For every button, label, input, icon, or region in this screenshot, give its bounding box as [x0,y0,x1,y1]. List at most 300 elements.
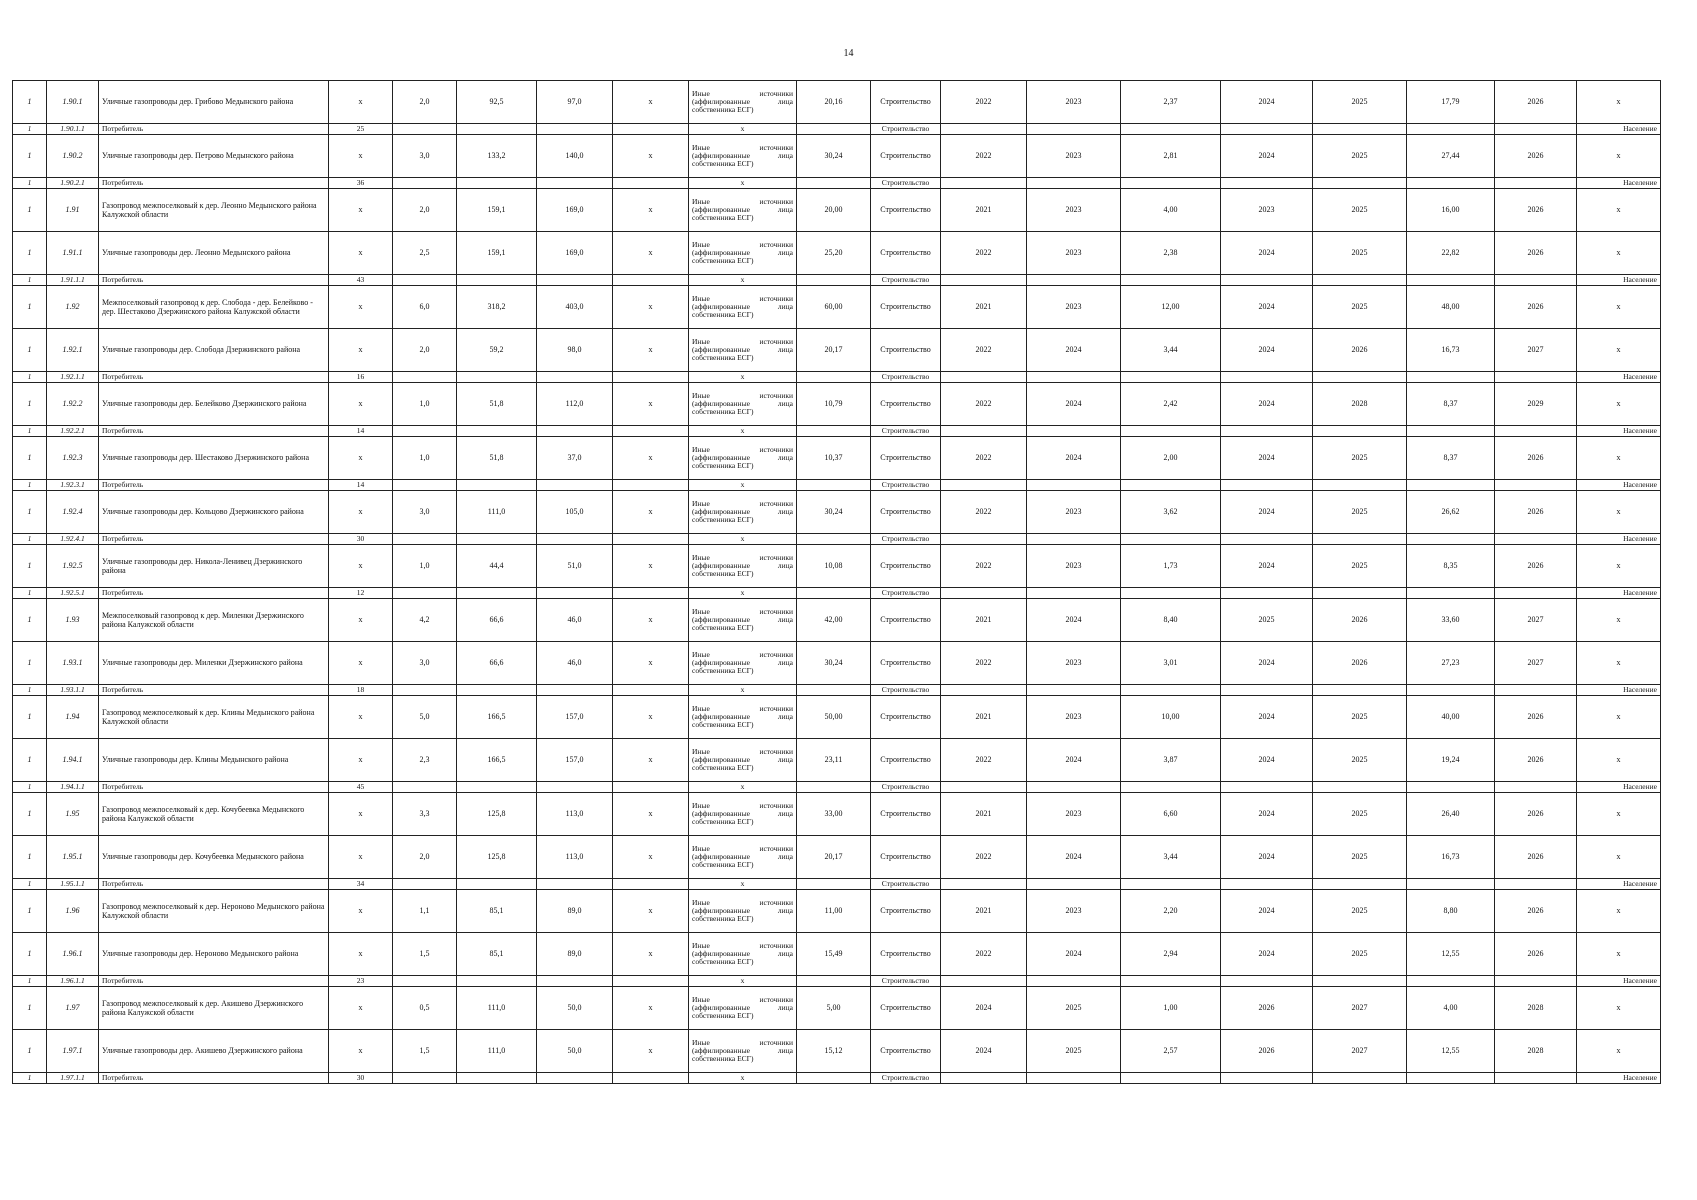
value-a: 111,0 [457,987,537,1030]
cell-marker: x [1577,890,1661,933]
stage-value-2: 8,37 [1407,383,1495,426]
empty-cell [1027,782,1121,793]
length-value: 3,0 [393,135,457,178]
consumer-label: Потребитель [99,976,329,987]
object-name: Межпоселковый газопровод к дер. Слобода - дер. Белейково - дер. Шестаково Дзержинского района Калужской области [99,286,329,329]
consumer-label: Потребитель [99,372,329,383]
stage-value-1: 4,00 [1121,189,1221,232]
work-type: Строительство [871,642,941,685]
year-start: 2022 [941,81,1027,124]
stage-value-1: 3,62 [1121,491,1221,534]
row-level: 1 [13,739,47,782]
empty-cell [1313,480,1407,491]
year-stage-2-end: 2025 [1313,890,1407,933]
object-code: 1.92.1.1 [47,372,99,383]
stage-value-1: 2,00 [1121,437,1221,480]
length-value: 2,0 [393,189,457,232]
stage-value-2: 8,80 [1407,890,1495,933]
stage-value-1: 3,44 [1121,836,1221,879]
year-stage-2-end: 2025 [1313,491,1407,534]
cell-marker: x [1577,599,1661,642]
empty-cell [1495,976,1577,987]
year-stage-2-end: 2026 [1313,329,1407,372]
work-type: Строительство [871,545,941,588]
row-level: 1 [13,987,47,1030]
cell-marker: x [1577,135,1661,178]
row-level: 1 [13,383,47,426]
row-level: 1 [13,685,47,696]
cell-marker: x [689,372,797,383]
year-start: 2021 [941,189,1027,232]
stage-value-1: 2,38 [1121,232,1221,275]
consumer-row [13,178,1661,189]
table-row [13,987,1661,1030]
stage-value-1: 12,00 [1121,286,1221,329]
work-type: Строительство [871,81,941,124]
empty-cell [613,372,689,383]
cell-marker: x [1577,81,1661,124]
cell-marker: x [1577,836,1661,879]
stage-value-1: 2,57 [1121,1030,1221,1073]
cell-marker: x [613,793,689,836]
row-level: 1 [13,426,47,437]
stage-value-1: 1,73 [1121,545,1221,588]
year-stage-2-start: 2024 [1221,890,1313,933]
work-type: Строительство [871,286,941,329]
length-value: 0,5 [393,987,457,1030]
object-code: 1.95 [47,793,99,836]
cell-marker: x [1577,739,1661,782]
empty-cell [1221,480,1313,491]
object-name: Газопровод межпоселковый к дер. Леонно Медынского района Калужской области [99,189,329,232]
cell-marker: x [329,696,393,739]
object-code: 1.94.1 [47,739,99,782]
year-end: 2023 [1027,696,1121,739]
value-b: 50,0 [537,987,613,1030]
consumer-count: 43 [329,275,393,286]
empty-cell [941,124,1027,135]
value-b: 46,0 [537,599,613,642]
empty-cell [1313,372,1407,383]
population-label: Население [1577,782,1661,793]
year-start: 2022 [941,545,1027,588]
length-value: 1,0 [393,545,457,588]
row-level: 1 [13,275,47,286]
object-code: 1.91.1.1 [47,275,99,286]
empty-cell [457,588,537,599]
cost-value: 5,00 [797,987,871,1030]
value-a: 85,1 [457,890,537,933]
row-level: 1 [13,588,47,599]
stage-value-1: 8,40 [1121,599,1221,642]
length-value: 1,1 [393,890,457,933]
work-type: Строительство [871,599,941,642]
work-type: Строительство [871,383,941,426]
value-a: 159,1 [457,189,537,232]
empty-cell [1313,534,1407,545]
empty-cell [537,588,613,599]
cell-marker: x [329,739,393,782]
year-end: 2023 [1027,642,1121,685]
row-level: 1 [13,232,47,275]
year-completion: 2027 [1495,642,1577,685]
empty-cell [537,685,613,696]
value-a: 125,8 [457,793,537,836]
stage-value-2: 8,37 [1407,437,1495,480]
cell-marker: x [613,491,689,534]
population-label: Население [1577,275,1661,286]
work-type: Строительство [871,275,941,286]
year-completion: 2026 [1495,545,1577,588]
object-code: 1.95.1 [47,836,99,879]
empty-cell [1027,588,1121,599]
cell-marker: x [613,836,689,879]
cell-marker: x [1577,933,1661,976]
cost-value: 30,24 [797,135,871,178]
year-stage-2-end: 2027 [1313,987,1407,1030]
empty-cell [941,879,1027,890]
empty-cell [941,685,1027,696]
stage-value-2: 16,73 [1407,329,1495,372]
empty-cell [537,275,613,286]
stage-value-1: 2,94 [1121,933,1221,976]
stage-value-1: 2,81 [1121,135,1221,178]
stage-value-2: 22,82 [1407,232,1495,275]
stage-value-2: 17,79 [1407,81,1495,124]
empty-cell [457,124,537,135]
object-code: 1.91 [47,189,99,232]
row-level: 1 [13,178,47,189]
stage-value-1: 2,37 [1121,81,1221,124]
year-end: 2024 [1027,599,1121,642]
object-code: 1.90.1.1 [47,124,99,135]
cell-marker: x [613,696,689,739]
value-a: 51,8 [457,383,537,426]
empty-cell [1313,976,1407,987]
table-row [13,642,1661,685]
consumer-row [13,976,1661,987]
object-name: Уличные газопроводы дер. Белейково Дзержинского района [99,383,329,426]
cell-marker: x [329,890,393,933]
empty-cell [1407,124,1495,135]
year-completion: 2027 [1495,329,1577,372]
funding-source: Иные источники (аффилированные лица собственника ЕСГ) [689,81,797,124]
value-b: 403,0 [537,286,613,329]
empty-cell [1407,426,1495,437]
value-b: 89,0 [537,933,613,976]
year-completion: 2026 [1495,232,1577,275]
cell-marker: x [689,534,797,545]
empty-cell [1121,178,1221,189]
cell-marker: x [613,189,689,232]
year-start: 2021 [941,890,1027,933]
row-level: 1 [13,890,47,933]
value-b: 113,0 [537,836,613,879]
year-end: 2023 [1027,232,1121,275]
empty-cell [537,124,613,135]
object-name: Уличные газопроводы дер. Грибово Медынского района [99,81,329,124]
empty-cell [613,534,689,545]
value-b: 113,0 [537,793,613,836]
object-code: 1.96.1.1 [47,976,99,987]
consumer-row [13,534,1661,545]
cell-marker: x [689,976,797,987]
empty-cell [613,685,689,696]
empty-cell [1121,685,1221,696]
cost-value: 20,16 [797,81,871,124]
empty-cell [457,426,537,437]
page-number: 14 [843,48,854,59]
cell-marker: x [1577,286,1661,329]
population-label: Население [1577,879,1661,890]
cost-value: 11,00 [797,890,871,933]
cost-value: 30,24 [797,642,871,685]
cell-marker: x [613,599,689,642]
empty-cell [537,782,613,793]
empty-cell [1407,588,1495,599]
empty-cell [1407,685,1495,696]
consumer-row [13,1073,1661,1084]
length-value: 3,3 [393,793,457,836]
cell-marker: x [329,135,393,178]
empty-cell [393,426,457,437]
year-completion: 2027 [1495,599,1577,642]
stage-value-1: 3,44 [1121,329,1221,372]
empty-cell [393,534,457,545]
empty-cell [1313,685,1407,696]
cell-marker: x [613,739,689,782]
value-a: 66,6 [457,599,537,642]
value-b: 89,0 [537,890,613,933]
value-b: 169,0 [537,189,613,232]
empty-cell [457,1073,537,1084]
work-type: Строительство [871,232,941,275]
year-stage-2-end: 2026 [1313,642,1407,685]
empty-cell [393,480,457,491]
object-code: 1.92.2 [47,383,99,426]
work-type: Строительство [871,491,941,534]
consumer-row [13,124,1661,135]
empty-cell [1313,879,1407,890]
object-name: Межпоселковый газопровод к дер. Миленки Дзержинского района Калужской области [99,599,329,642]
stage-value-2: 12,55 [1407,933,1495,976]
year-end: 2025 [1027,1030,1121,1073]
cell-marker: x [689,782,797,793]
cell-marker: x [1577,189,1661,232]
work-type: Строительство [871,588,941,599]
empty-cell [1407,782,1495,793]
year-stage-2-start: 2024 [1221,437,1313,480]
cost-value: 42,00 [797,599,871,642]
empty-cell [941,534,1027,545]
object-name: Газопровод межпоселковый к дер. Клины Медынского района Калужской области [99,696,329,739]
stage-value-2: 40,00 [1407,696,1495,739]
cell-marker: x [689,426,797,437]
value-a: 159,1 [457,232,537,275]
consumer-count: 12 [329,588,393,599]
empty-cell [613,480,689,491]
empty-cell [613,588,689,599]
empty-cell [457,178,537,189]
table-row [13,383,1661,426]
work-type: Строительство [871,890,941,933]
empty-cell [1313,1073,1407,1084]
year-start: 2022 [941,232,1027,275]
year-completion: 2028 [1495,1030,1577,1073]
work-type: Строительство [871,793,941,836]
consumer-count: 14 [329,480,393,491]
population-label: Население [1577,124,1661,135]
year-stage-2-start: 2026 [1221,1030,1313,1073]
population-label: Население [1577,1073,1661,1084]
value-b: 46,0 [537,642,613,685]
work-type: Строительство [871,836,941,879]
consumer-label: Потребитель [99,782,329,793]
empty-cell [1313,275,1407,286]
stage-value-2: 26,40 [1407,793,1495,836]
table-row [13,836,1661,879]
year-end: 2024 [1027,933,1121,976]
work-type: Строительство [871,480,941,491]
empty-cell [1495,124,1577,135]
empty-cell [1407,534,1495,545]
value-a: 59,2 [457,329,537,372]
cell-marker: x [613,890,689,933]
empty-cell [797,685,871,696]
empty-cell [393,685,457,696]
cost-value: 20,00 [797,189,871,232]
row-level: 1 [13,1030,47,1073]
cell-marker: x [1577,545,1661,588]
object-code: 1.94 [47,696,99,739]
consumer-row [13,782,1661,793]
consumer-label: Потребитель [99,685,329,696]
year-stage-2-end: 2025 [1313,81,1407,124]
empty-cell [1027,976,1121,987]
cell-marker: x [613,81,689,124]
cost-value: 30,24 [797,491,871,534]
empty-cell [537,534,613,545]
empty-cell [1495,178,1577,189]
consumer-label: Потребитель [99,1073,329,1084]
stage-value-1: 6,60 [1121,793,1221,836]
cell-marker: x [613,383,689,426]
consumer-row [13,372,1661,383]
empty-cell [1121,534,1221,545]
stage-value-2: 48,00 [1407,286,1495,329]
consumer-row [13,685,1661,696]
length-value: 2,0 [393,329,457,372]
object-name: Уличные газопроводы дер. Клины Медынского района [99,739,329,782]
value-b: 50,0 [537,1030,613,1073]
table-row [13,545,1661,588]
empty-cell [457,275,537,286]
empty-cell [1221,879,1313,890]
cost-value: 10,79 [797,383,871,426]
row-level: 1 [13,642,47,685]
funding-source: Иные источники (аффилированные лица собственника ЕСГ) [689,383,797,426]
value-b: 112,0 [537,383,613,426]
table-row [13,286,1661,329]
year-end: 2023 [1027,81,1121,124]
work-type: Строительство [871,189,941,232]
object-name: Газопровод межпоселковый к дер. Нероново Медынского района Калужской области [99,890,329,933]
object-code: 1.92.3 [47,437,99,480]
consumer-count: 30 [329,1073,393,1084]
empty-cell [613,976,689,987]
consumer-count: 18 [329,685,393,696]
year-stage-2-end: 2026 [1313,599,1407,642]
value-a: 133,2 [457,135,537,178]
empty-cell [797,426,871,437]
table-row [13,437,1661,480]
object-code: 1.93.1 [47,642,99,685]
length-value: 2,0 [393,81,457,124]
work-type: Строительство [871,782,941,793]
year-end: 2024 [1027,739,1121,782]
row-level: 1 [13,135,47,178]
consumer-row [13,879,1661,890]
empty-cell [1027,124,1121,135]
object-code: 1.92.4 [47,491,99,534]
cell-marker: x [329,836,393,879]
row-level: 1 [13,189,47,232]
year-stage-2-end: 2025 [1313,286,1407,329]
year-end: 2023 [1027,286,1121,329]
consumer-count: 23 [329,976,393,987]
funding-source: Иные источники (аффилированные лица собственника ЕСГ) [689,599,797,642]
empty-cell [1407,976,1495,987]
year-stage-2-end: 2025 [1313,135,1407,178]
empty-cell [797,782,871,793]
cell-marker: x [1577,491,1661,534]
empty-cell [1495,426,1577,437]
value-b: 140,0 [537,135,613,178]
consumer-row [13,480,1661,491]
empty-cell [613,275,689,286]
empty-cell [613,124,689,135]
value-a: 111,0 [457,1030,537,1073]
value-b: 51,0 [537,545,613,588]
cell-marker: x [689,685,797,696]
value-b: 98,0 [537,329,613,372]
year-stage-2-start: 2025 [1221,599,1313,642]
object-code: 1.97 [47,987,99,1030]
year-stage-2-start: 2024 [1221,232,1313,275]
gas-pipeline-table [12,80,1661,1084]
value-a: 111,0 [457,491,537,534]
empty-cell [941,178,1027,189]
empty-cell [393,1073,457,1084]
year-stage-2-end: 2025 [1313,696,1407,739]
year-start: 2022 [941,933,1027,976]
empty-cell [1221,275,1313,286]
empty-cell [1495,275,1577,286]
empty-cell [1027,685,1121,696]
year-end: 2024 [1027,437,1121,480]
stage-value-1: 10,00 [1121,696,1221,739]
year-start: 2024 [941,987,1027,1030]
row-level: 1 [13,545,47,588]
value-a: 318,2 [457,286,537,329]
row-level: 1 [13,793,47,836]
cell-marker: x [1577,232,1661,275]
funding-source: Иные источники (аффилированные лица собственника ЕСГ) [689,437,797,480]
consumer-row [13,275,1661,286]
year-completion: 2029 [1495,383,1577,426]
cell-marker: x [329,437,393,480]
object-name: Уличные газопроводы дер. Шестаково Дзержинского района [99,437,329,480]
